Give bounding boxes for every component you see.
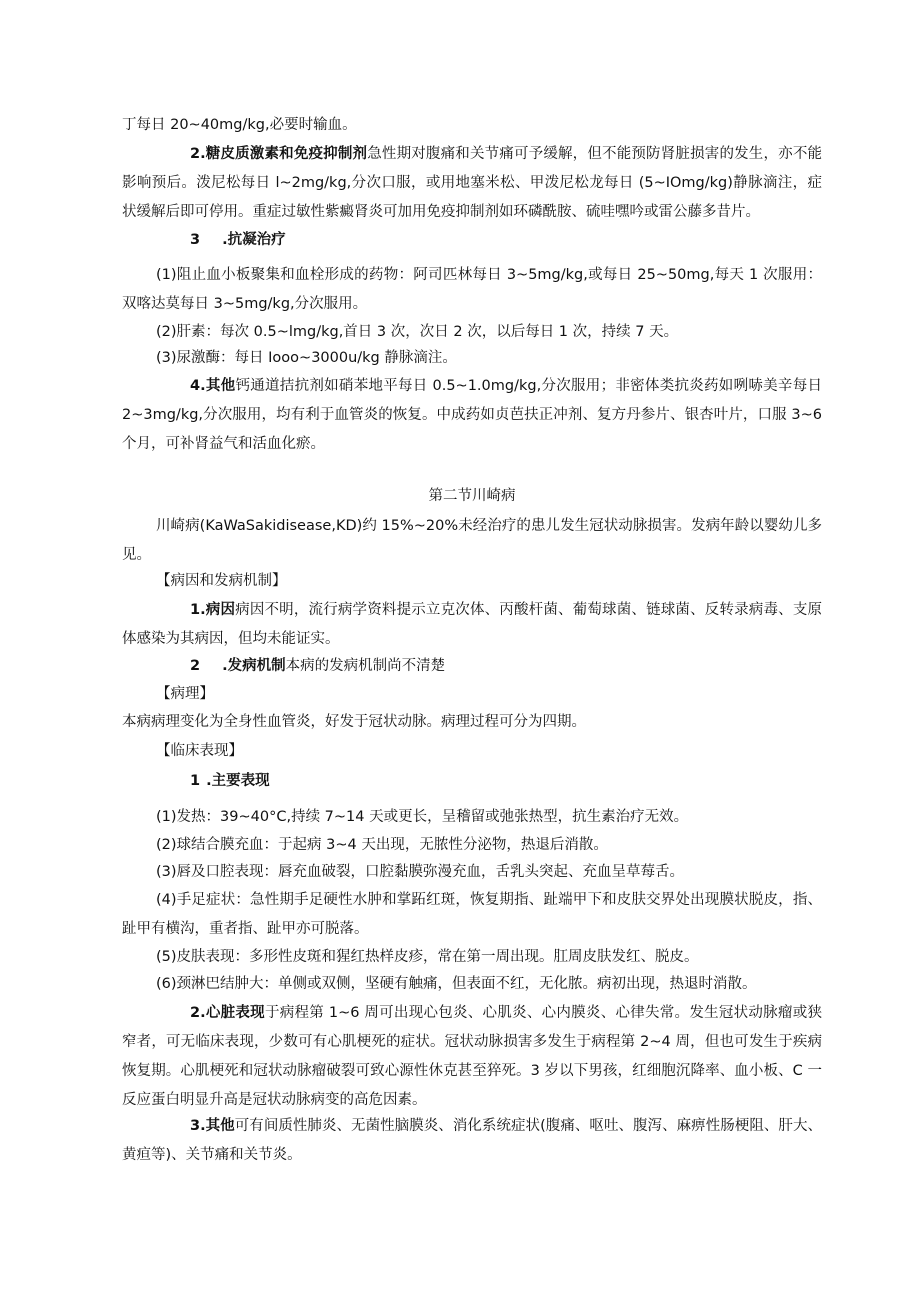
item-number: 2 <box>190 146 201 162</box>
paragraph-glucocorticoid <box>122 140 822 227</box>
item-heading: .抗凝治疗 <box>222 232 286 248</box>
heading-etiology: 【病因和发病机制】 <box>156 573 287 589</box>
paragraph-other-signs <box>122 1112 822 1170</box>
paragraph-cardiac <box>122 999 822 1115</box>
paragraph-lymph: (6)颈淋巴结肿大：单侧或双侧，坚硬有触痛，但表面不红，无化脓。病初出现，热退时消散。 <box>156 976 757 992</box>
item-number: 1 <box>190 602 201 618</box>
paragraph-lips: (3)唇及口腔表现：唇充血破裂，口腔黏膜弥漫充血，舌乳头突起、充血呈草莓舌。 <box>156 864 685 880</box>
paragraph-pathology: 本病病理变化为全身性血管炎，好发于冠状动脉。病理过程可分为四期。 <box>122 714 586 730</box>
item-number: 3 <box>190 232 201 248</box>
item-text: 于病程第 1~6 周可出现心包炎、心肌炎、心内膜炎、心律失常。发生冠状动脉瘤或狭窄者，可无临床表现，少数可有心肌梗死的症状。冠状动脉损害多发生于病程第 2~4 周，但也可发生于疾病恢复期。心肌梗死和冠状动脉瘤破裂可致心源性休克甚至猝死。3 岁以下男孩，红细胞沉降率、血小板、C 一反应蛋白明显升高是冠状动脉病变的高危因素。 <box>122 1005 822 1108</box>
item-text: 钙通道拮抗剂如硝苯地平每日 0.5~1.0mg∕kg,分次服用；非密体类抗炎药如咧哧美辛每日 2~3mg∕kg,分次服用，均有利于血管炎的恢复。中成药如贞芭扶正冲剂、复方丹参片、银杏叶片，口服 3~6 个月，可补肾益气和活血化瘀。 <box>122 378 822 452</box>
heading-pathology: 【病理】 <box>156 686 214 702</box>
item-heading: .心脏表现 <box>200 1005 265 1021</box>
item-text: 急性期对腹痛和关节痛可予缓解，但不能预防肾脏损害的发生，亦不能影响预后。泼尼松每日 l~2mg∕kg,分次口服，或用地塞米松、甲泼尼松龙每日 (5~IOmg∕kg)静脉滴注，症状缓解后即可停用。重症过敏性紫癜肾炎可加用免疫抑制剂如环磷酰胺、硫哇嘿吟或雷公藤多昔片。 <box>122 146 822 220</box>
heading-clinical: 【临床表现】 <box>156 743 243 759</box>
paragraph-transfusion: 丁每日 20~40mg∕kg,必要时输血。 <box>122 117 357 133</box>
paragraph-conjunctiva: (2)球结合膜充血：于起病 3~4 天出现，无脓性分泌物，热退后消散。 <box>156 837 608 853</box>
paragraph-skin: (5)皮肤表现：多形性皮斑和猩红热样皮疹，常在第一周出现。肛周皮肤发红、脱皮。 <box>156 949 699 965</box>
paragraph-pathogenesis <box>122 652 822 681</box>
paragraph-hands-feet: (4)手足症状：急性期手足硬性水肿和掌跖红斑，恢复期指、趾端甲下和皮肤交界处出现膜状脱皮，指、趾甲有横沟，重者指、趾甲亦可脱落。 <box>122 892 822 937</box>
item-heading: .糖皮质激素和免疫抑制剂 <box>200 146 368 162</box>
paragraph-etiology <box>122 596 822 654</box>
paragraph-other-drugs <box>122 372 822 459</box>
heading-anticoagulation <box>122 226 822 255</box>
heading-main-signs <box>122 767 822 796</box>
paragraph-fever: (1)发热：39~40°C,持续 7~14 天或更长，呈稽留或弛张热型，抗生素治疗无效。 <box>156 809 689 825</box>
item-text: 本病的发病机制尚不清楚 <box>285 658 446 674</box>
item-heading: .病因 <box>200 602 236 618</box>
paragraph-antiplatelet: (1)阻止血小板聚集和血栓形成的药物：阿司匹林每日 3~5mg∕kg,或每日 25~50mg,每天 1 次服用：双喀达莫每日 3~5mg∕kg,分次服用。 <box>122 267 822 312</box>
paragraph-heparin: (2)肝素：每次 0.5~lmg∕kg,首日 3 次，次日 2 次，以后每日 1 次，持续 7 天。 <box>156 324 679 340</box>
item-heading: .其他 <box>200 1118 235 1134</box>
item-text: 可有间质性肺炎、无菌性脑膜炎、消化系统症状(腹痛、呕吐、腹泻、麻痹性肠梗阻、肝大、黄疸等)、关节痛和关节炎。 <box>122 1118 823 1163</box>
item-heading: .其他 <box>200 378 236 394</box>
item-heading: .主要表现 <box>206 773 270 789</box>
item-number: 1 <box>190 773 201 789</box>
item-number: 2 <box>190 1005 201 1021</box>
section-title: 第二节川崎病 <box>428 488 516 504</box>
item-number: 3 <box>190 1118 201 1134</box>
paragraph-urokinase: (3)尿激酶：每日 Iooo~3000u∕kg 静脉滴注。 <box>156 350 457 366</box>
item-heading: .发病机制 <box>222 658 286 674</box>
item-number: 2 <box>190 658 201 674</box>
item-text: 病因不明，流行病学资料提示立克次体、丙酸杆菌、葡萄球菌、链球菌、反转录病毒、支原体感染为其病因，但均未能证实。 <box>122 602 822 647</box>
paragraph-kawasaki-intro: 川崎病(KaWaSakidisease,KD)约 15%~20%未经治疗的患儿发生冠状动脉损害。发病年龄以婴幼儿多见。 <box>122 518 822 563</box>
item-number: 4 <box>190 378 201 394</box>
